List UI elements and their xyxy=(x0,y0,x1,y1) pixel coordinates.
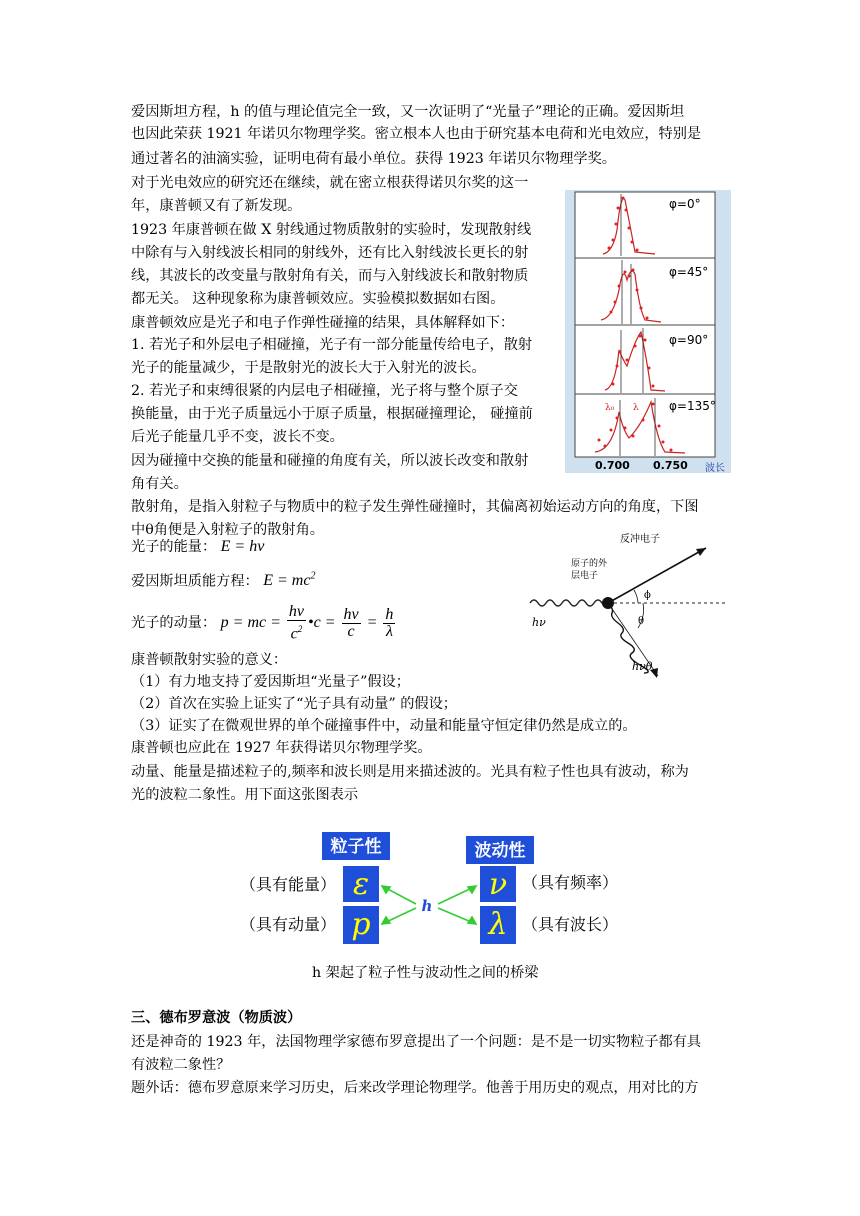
text-line: 光子的能量减少，于是散射光的波长大于入射光的波长。 xyxy=(131,360,486,376)
text-line: 爱因斯坦方程，h 的值与理论值完全一致，又一次证明了“光量子”理论的正确。爱因斯坦 xyxy=(131,104,685,120)
text-line: （3）证实了在微观世界的单个碰撞事件中，动量和能量守恒定律仍然是成立的。 xyxy=(131,718,637,734)
text-line: 通过著名的油滴实验，证明电荷有最小单位。获得 1923 年诺贝尔物理学奖。 xyxy=(131,151,616,167)
p-symbol: p xyxy=(351,907,371,942)
text-line: 也因此荣获 1921 年诺贝尔物理学奖。密立根本人也由于研究基本电荷和光电效应，特别是 xyxy=(131,126,702,142)
incident-photon-label: hν xyxy=(532,616,546,629)
text-line: 还是神奇的 1923 年，法国物理学家德布罗意提出了一个问题：是不是一切实物粒子都有具 xyxy=(131,1034,702,1050)
outer-electron-label: 原子的外 xyxy=(571,559,608,569)
text-line: 因为碰撞中交换的能量和碰撞的角度有关，所以波长改变和散射 xyxy=(131,453,529,469)
text-line: 中除有与入射线波长相同的射线外，还有比入射线波长更长的射 xyxy=(131,245,529,261)
panel-angle-label: φ=90° xyxy=(669,333,709,347)
theta-label: θ xyxy=(638,616,645,627)
text-line: 1923 年康普顿在做 X 射线通过物质散射的实验时，发现散射线 xyxy=(131,222,532,238)
panel-angle-label: φ=45° xyxy=(669,265,709,279)
text-line: 角有关。 xyxy=(131,476,188,492)
text-line: 康普顿也应此在 1927 年获得诺贝尔物理学奖。 xyxy=(131,740,432,756)
text-line: 换能量，由于光子质量远小于原子质量，根据碰撞理论， 碰撞前 xyxy=(131,406,533,422)
frequency-label: （具有频率） xyxy=(522,873,619,892)
figure-caption: h 架起了粒子性与波动性之间的桥梁 xyxy=(312,965,539,981)
text-line: （2）首次在实验上证实了“光子具有动量” 的假设； xyxy=(131,696,457,712)
text-line: 后光子能量几乎不变，波长不变。 xyxy=(131,429,344,445)
compton-effect-chart xyxy=(565,190,731,473)
particle-title: 粒子性 xyxy=(330,837,382,857)
text-line: 都无关。 这种现象称为康普顿效应。实验模拟数据如右图。 xyxy=(131,291,505,307)
x-tick-label: 0.700 xyxy=(595,459,630,472)
photon-momentum-formula: 光子的动量： p = mc = $\frac{h\nu}{c^2}$ •c = $\frac{h\nu}{c}$ = $\frac{h}{\lambda}$ xyxy=(131,603,394,643)
text-line: 1. 若光子和外层电子相碰撞，光子有一部分能量传给电子，散射 xyxy=(131,337,533,353)
wave-particle-duality-diagram xyxy=(240,832,630,954)
text-line: 动量、能量是描述粒子的,频率和波长则是用来描述波的。光具有粒子性也具有波动，称为 xyxy=(131,764,689,780)
epsilon-symbol: ε xyxy=(352,867,370,902)
mass-energy-formula: 爱因斯坦质能方程： $E = mc^2$ xyxy=(131,571,316,590)
wave-title: 波动性 xyxy=(474,841,526,861)
text-line: 2. 若光子和束缚很紧的内层电子相碰撞，光子将与整个原子交 xyxy=(131,383,518,399)
lambda-symbol: λ xyxy=(488,907,508,942)
text-line: 中θ角便是入射粒子的散射角。 xyxy=(131,522,324,538)
text-line: 题外话：德布罗意原来学习历史，后来改学理论物理学。他善于用历史的观点，用对比的方 xyxy=(131,1080,699,1096)
scattered-photon-label: hνθ xyxy=(632,660,653,673)
text-line: 康普顿散射实验的意义： xyxy=(131,652,288,668)
text-line: 康普顿效应是光子和电子作弹性碰撞的结果，具体解释如下： xyxy=(131,315,515,331)
lambda-label: λ xyxy=(633,403,639,413)
photon-energy-formula: 光子的能量： E = hν xyxy=(131,538,265,555)
text-line: 年，康普顿又有了新发现。 xyxy=(131,198,302,214)
text-line: 光的波粒二象性。用下面这张图表示 xyxy=(131,787,359,803)
wavelength-label: （具有波长） xyxy=(522,915,619,934)
text-line: 有波粒二象性？ xyxy=(131,1057,231,1073)
scattering-diagram xyxy=(528,528,733,683)
text-line: （1）有力地支持了爱因斯坦“光量子”假设； xyxy=(131,674,410,690)
panel-angle-label: φ=0° xyxy=(669,197,701,211)
section-heading: 三、德布罗意波（物质波） xyxy=(131,1010,302,1026)
text-line: 散射角，是指入射粒子与物质中的粒子发生弹性碰撞时，其偏离初始运动方向的角度，下图 xyxy=(131,499,699,515)
planck-h: h xyxy=(421,897,433,915)
energy-label: （具有能量） xyxy=(240,875,337,894)
outer-electron-label: 层电子 xyxy=(571,571,599,581)
phi-label: ϕ xyxy=(644,590,651,601)
nu-symbol: ν xyxy=(488,867,508,902)
text-line: 线，其波长的改变量与散射角有关，而与入射线波长和散射物质 xyxy=(131,268,529,284)
x-tick-label: 0.750 xyxy=(653,459,688,472)
text-line: 对于光电效应的研究还在继续，就在密立根获得诺贝尔奖的这一 xyxy=(131,175,529,191)
x-axis-label: 波长 xyxy=(705,463,725,473)
panel-angle-label: φ=135° xyxy=(669,399,716,413)
lambda0-label: λ₀ xyxy=(605,403,615,413)
recoil-electron-label: 反冲电子 xyxy=(620,534,660,545)
momentum-label: （具有动量） xyxy=(240,915,337,934)
